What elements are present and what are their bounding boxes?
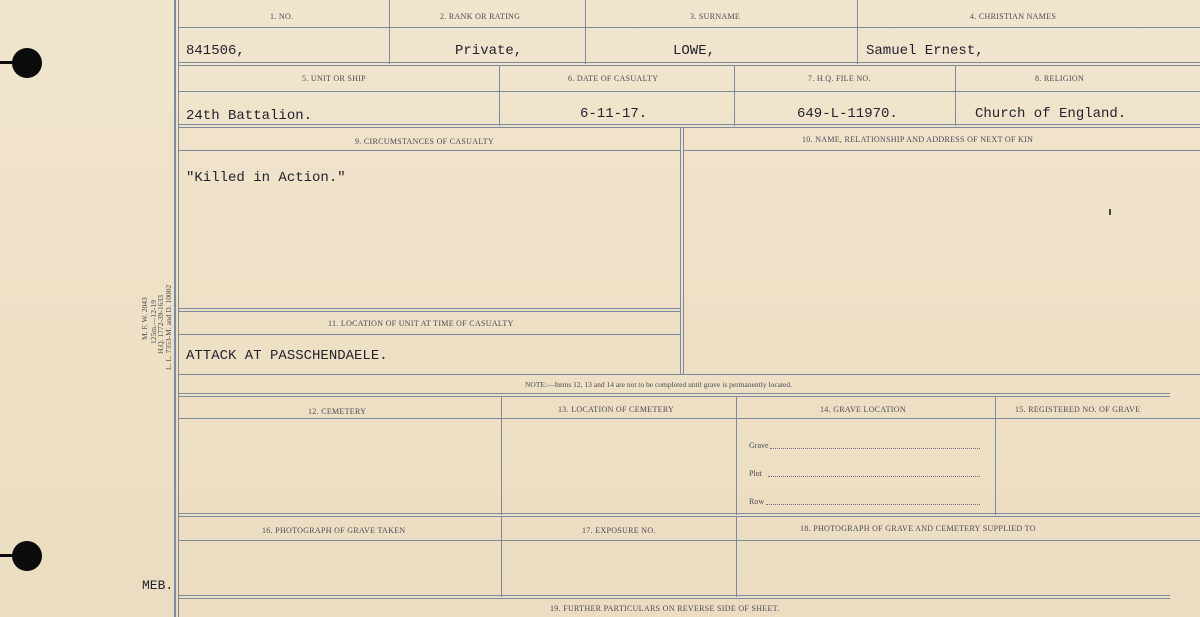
punch-hole-bottom [12, 541, 42, 571]
value-religion: Church of England. [975, 106, 1127, 122]
value-no: 841506, [186, 43, 245, 59]
form-ref-line2: 125m.—12-19 [149, 300, 158, 344]
value-surname: LOWE, [673, 43, 716, 59]
label-no: 1. NO. [270, 12, 294, 21]
label-date: 6. DATE OF CASUALTY [568, 74, 659, 83]
value-date: 6-11-17. [580, 106, 648, 122]
label-next-of-kin: 10. NAME, RELATIONSHIP AND ADDRESS OF NEXT OF KIN [802, 135, 1034, 144]
label-photo-taken: 16. PHOTOGRAPH OF GRAVE TAKEN [262, 526, 406, 535]
label-unit: 5. UNIT OR SHIP [302, 74, 366, 83]
label-cemetery-location: 13. LOCATION OF CEMETERY [558, 405, 675, 414]
form-reference [140, 270, 173, 370]
form-ref-line3: H.Q. 1772-39-1633 [156, 295, 165, 354]
label-surname: 3. SURNAME [690, 12, 741, 21]
value-unit: 24th Battalion. [186, 108, 313, 124]
label-religion: 8. RELIGION [1035, 74, 1085, 83]
value-location-of-unit: ATTACK AT PASSCHENDAELE. [186, 348, 388, 364]
punch-hole-top [12, 48, 42, 78]
value-hq-file: 649-L-11970. [797, 106, 898, 122]
label-hq-file: 7. H.Q. FILE NO. [808, 74, 871, 83]
label-cemetery: 12. CEMETERY [308, 407, 367, 416]
label-christian-names: 4. CHRISTIAN NAMES [970, 12, 1057, 21]
label-circumstances: 9. CIRCUMSTANCES OF CASUALTY [355, 137, 495, 146]
ink-mark [1109, 209, 1111, 215]
plot-field-label: Plot [749, 469, 762, 478]
label-grave-location: 14. GRAVE LOCATION [820, 405, 906, 414]
value-christian-names: Samuel Ernest, [866, 43, 984, 59]
note-text: NOTE:—Items 12, 13 and 14 are not to be completed until grave is permanently located. [525, 380, 793, 389]
label-registered-no: 15. REGISTERED NO. OF GRAVE [1015, 405, 1141, 414]
value-rank: Private, [455, 43, 523, 59]
value-circumstances: "Killed in Action." [186, 170, 346, 186]
label-exposure: 17. EXPOSURE NO. [582, 526, 656, 535]
clerk-initials: MEB. [142, 578, 174, 593]
form-ref-line1: M. F. W. 2043 [140, 297, 149, 340]
grave-field-label: Grave [749, 441, 769, 450]
label-further-particulars: 19. FURTHER PARTICULARS ON REVERSE SIDE OF SHEET. [550, 604, 780, 613]
row-field-label: Row [749, 497, 765, 506]
frame-left-line [174, 0, 176, 617]
label-photo-supplied: 18. PHOTOGRAPH OF GRAVE AND CEMETERY SUPPLIED TO [800, 524, 1036, 533]
label-rank: 2. RANK OR RATING [440, 12, 521, 21]
label-location-of-unit: 11. LOCATION OF UNIT AT TIME OF CASUALTY [328, 319, 514, 328]
form-ref-line4: L. L. 7353-M. and D. 10002 [164, 284, 173, 370]
